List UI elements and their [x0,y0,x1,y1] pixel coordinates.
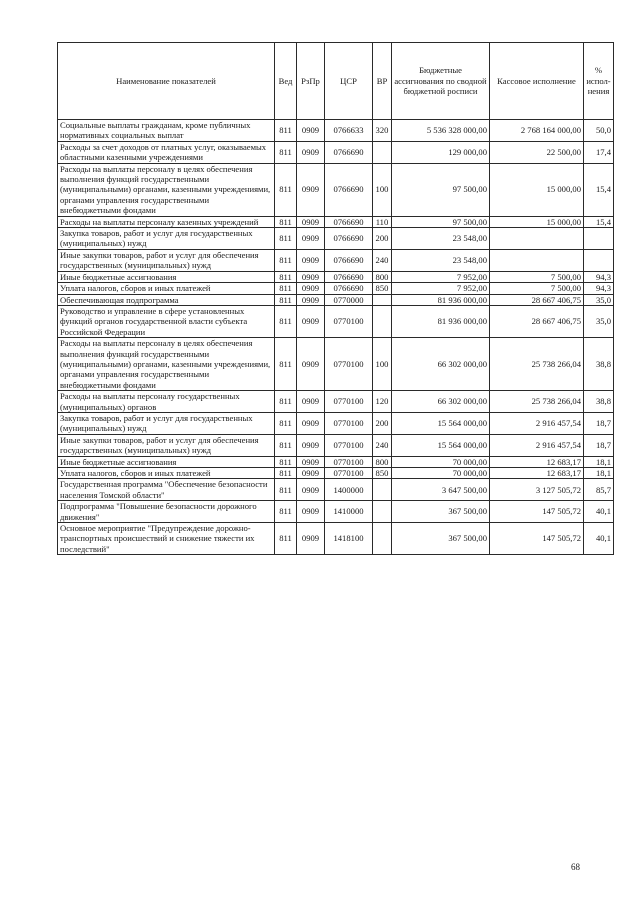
cell-executed: 7 500,00 [490,271,584,282]
cell-vr [373,305,392,337]
cell-vr: 200 [373,412,392,434]
header-assigned: Бюджетные ассигнования по сводной бюджетной росписи [392,43,490,120]
table-row [58,434,614,456]
cell-percent: 38,8 [584,391,614,413]
cell-assigned: 97 500,00 [392,216,490,227]
table-row [58,305,614,337]
cell-assigned: 81 936 000,00 [392,294,490,305]
header-row [58,43,614,120]
header-rzpr: РзПр [297,43,325,120]
cell-csr: 0770000 [325,294,373,305]
cell-executed: 2 916 457,54 [490,412,584,434]
cell-name: Иные закупки товаров, работ и услуг для обеспечения государственных (муниципальных) нужд [58,434,275,456]
table-row [58,456,614,467]
table-row [58,163,614,216]
cell-name: Иные бюджетные ассигнования [58,456,275,467]
table-body [58,120,614,555]
table-row [58,412,614,434]
cell-csr: 1418100 [325,523,373,555]
cell-rzpr: 0909 [297,468,325,479]
cell-vr [373,479,392,501]
cell-name: Расходы на выплаты персоналу в целях обеспечения выполнения функций государственными (муниципальными) органами, казенными учреждениями, органами управления государственными внебюджетными фондами [58,338,275,391]
cell-percent: 15,4 [584,216,614,227]
cell-vr: 120 [373,391,392,413]
cell-percent: 18,1 [584,468,614,479]
cell-vr: 320 [373,120,392,142]
cell-name: Иные закупки товаров, работ и услуг для обеспечения государственных (муниципальных) нужд [58,249,275,271]
cell-ved: 811 [275,479,297,501]
cell-name: Расходы за счет доходов от платных услуг, оказываемых областными казенными учреждениями [58,141,275,163]
cell-ved: 811 [275,141,297,163]
cell-percent: 18,7 [584,434,614,456]
cell-ved: 811 [275,283,297,294]
cell-vr: 850 [373,468,392,479]
cell-vr: 200 [373,228,392,250]
cell-csr: 0766690 [325,283,373,294]
cell-executed: 25 738 266,04 [490,338,584,391]
cell-assigned: 7 952,00 [392,271,490,282]
cell-percent: 38,8 [584,338,614,391]
cell-percent: 35,0 [584,294,614,305]
cell-name: Социальные выплаты гражданам, кроме публичных нормативных социальных выплат [58,120,275,142]
cell-vr [373,523,392,555]
cell-vr: 240 [373,249,392,271]
cell-name: Расходы на выплаты персоналу государственных (муниципальных) органов [58,391,275,413]
table-row [58,120,614,142]
table-row [58,501,614,523]
cell-executed: 7 500,00 [490,283,584,294]
cell-executed: 2 768 164 000,00 [490,120,584,142]
cell-assigned: 23 548,00 [392,249,490,271]
cell-vr: 800 [373,456,392,467]
cell-executed: 12 683,17 [490,468,584,479]
cell-percent: 94,3 [584,271,614,282]
cell-percent: 40,1 [584,501,614,523]
cell-assigned: 15 564 000,00 [392,434,490,456]
cell-ved: 811 [275,456,297,467]
cell-assigned: 3 647 500,00 [392,479,490,501]
cell-csr: 0766633 [325,120,373,142]
cell-rzpr: 0909 [297,338,325,391]
cell-executed: 28 667 406,75 [490,294,584,305]
cell-executed [490,249,584,271]
table-row [58,294,614,305]
cell-percent: 35,0 [584,305,614,337]
cell-name: Иные бюджетные ассигнования [58,271,275,282]
cell-vr: 800 [373,271,392,282]
cell-csr: 1400000 [325,479,373,501]
cell-ved: 811 [275,391,297,413]
cell-name: Руководство и управление в сфере установленных функций органов государственной власти субъекта Российской Федерации [58,305,275,337]
cell-assigned: 7 952,00 [392,283,490,294]
header-csr: ЦСР [325,43,373,120]
cell-ved: 811 [275,163,297,216]
cell-rzpr: 0909 [297,283,325,294]
cell-percent: 50,0 [584,120,614,142]
cell-csr: 0770100 [325,305,373,337]
cell-rzpr: 0909 [297,305,325,337]
cell-rzpr: 0909 [297,412,325,434]
table-row [58,391,614,413]
table-row [58,249,614,271]
cell-assigned: 5 536 328 000,00 [392,120,490,142]
cell-ved: 811 [275,434,297,456]
cell-name: Уплата налогов, сборов и иных платежей [58,468,275,479]
cell-rzpr: 0909 [297,271,325,282]
table-row [58,523,614,555]
cell-csr: 0770100 [325,468,373,479]
table-row [58,479,614,501]
cell-ved: 811 [275,120,297,142]
cell-assigned: 70 000,00 [392,456,490,467]
cell-rzpr: 0909 [297,479,325,501]
cell-percent: 18,7 [584,412,614,434]
cell-vr: 850 [373,283,392,294]
cell-ved: 811 [275,338,297,391]
cell-rzpr: 0909 [297,501,325,523]
cell-csr: 0770100 [325,391,373,413]
cell-ved: 811 [275,305,297,337]
cell-vr [373,141,392,163]
cell-csr: 0766690 [325,216,373,227]
cell-csr: 0770100 [325,412,373,434]
cell-executed: 25 738 266,04 [490,391,584,413]
cell-percent [584,228,614,250]
cell-ved: 811 [275,249,297,271]
cell-csr: 1410000 [325,501,373,523]
cell-assigned: 66 302 000,00 [392,391,490,413]
cell-vr [373,501,392,523]
cell-rzpr: 0909 [297,523,325,555]
header-vr: ВР [373,43,392,120]
cell-percent: 40,1 [584,523,614,555]
cell-executed: 147 505,72 [490,523,584,555]
cell-rzpr: 0909 [297,228,325,250]
cell-percent: 15,4 [584,163,614,216]
cell-name: Закупка товаров, работ и услуг для государственных (муниципальных) нужд [58,228,275,250]
cell-vr: 240 [373,434,392,456]
cell-csr: 0770100 [325,434,373,456]
cell-rzpr: 0909 [297,216,325,227]
cell-csr: 0770100 [325,456,373,467]
cell-executed: 15 000,00 [490,216,584,227]
cell-executed: 3 127 505,72 [490,479,584,501]
cell-executed: 15 000,00 [490,163,584,216]
cell-csr: 0766690 [325,141,373,163]
cell-ved: 811 [275,523,297,555]
cell-vr: 110 [373,216,392,227]
table-row [58,283,614,294]
table-row [58,468,614,479]
cell-assigned: 81 936 000,00 [392,305,490,337]
cell-assigned: 367 500,00 [392,523,490,555]
cell-vr: 100 [373,338,392,391]
cell-ved: 811 [275,228,297,250]
cell-ved: 811 [275,216,297,227]
cell-assigned: 15 564 000,00 [392,412,490,434]
cell-rzpr: 0909 [297,163,325,216]
cell-executed: 2 916 457,54 [490,434,584,456]
cell-assigned: 367 500,00 [392,501,490,523]
cell-name: Расходы на выплаты персоналу в целях обеспечения выполнения функций государственными (муниципальными) органами, казенными учреждениями, органами управления государственными внебюджетными фондами [58,163,275,216]
cell-rzpr: 0909 [297,434,325,456]
cell-ved: 811 [275,501,297,523]
cell-rzpr: 0909 [297,391,325,413]
table-row [58,338,614,391]
cell-vr [373,294,392,305]
cell-executed: 147 505,72 [490,501,584,523]
cell-percent: 94,3 [584,283,614,294]
cell-vr: 100 [373,163,392,216]
cell-percent [584,249,614,271]
header-percent: % испол-нения [584,43,614,120]
cell-csr: 0770100 [325,338,373,391]
cell-executed: 12 683,17 [490,456,584,467]
cell-name: Основное мероприятие "Предупреждение дорожно-транспортных происшествий и снижение тяжести их последствий" [58,523,275,555]
cell-rzpr: 0909 [297,249,325,271]
cell-executed: 28 667 406,75 [490,305,584,337]
cell-assigned: 70 000,00 [392,468,490,479]
cell-executed: 22 500,00 [490,141,584,163]
cell-name: Уплата налогов, сборов и иных платежей [58,283,275,294]
budget-table [57,42,614,555]
cell-rzpr: 0909 [297,141,325,163]
cell-csr: 0766690 [325,271,373,282]
cell-percent: 18,1 [584,456,614,467]
header-executed: Кассовое исполнение [490,43,584,120]
cell-name: Подпрограмма "Повышение безопасности дорожного движения" [58,501,275,523]
cell-ved: 811 [275,468,297,479]
cell-rzpr: 0909 [297,456,325,467]
cell-rzpr: 0909 [297,294,325,305]
cell-assigned: 97 500,00 [392,163,490,216]
header-ved: Вед [275,43,297,120]
cell-name: Государственная программа "Обеспечение безопасности населения Томской области" [58,479,275,501]
cell-rzpr: 0909 [297,120,325,142]
cell-name: Обеспечивающая подпрограмма [58,294,275,305]
cell-name: Закупка товаров, работ и услуг для государственных (муниципальных) нужд [58,412,275,434]
cell-ved: 811 [275,271,297,282]
cell-percent: 85,7 [584,479,614,501]
cell-assigned: 23 548,00 [392,228,490,250]
table-row [58,141,614,163]
cell-percent: 17,4 [584,141,614,163]
page-number: 68 [571,862,580,872]
cell-ved: 811 [275,412,297,434]
cell-csr: 0766690 [325,163,373,216]
cell-executed [490,228,584,250]
cell-csr: 0766690 [325,228,373,250]
cell-ved: 811 [275,294,297,305]
cell-name: Расходы на выплаты персоналу казенных учреждений [58,216,275,227]
table-row [58,271,614,282]
table-row [58,228,614,250]
table-row [58,216,614,227]
cell-assigned: 129 000,00 [392,141,490,163]
budget-sheet [57,42,613,555]
cell-assigned: 66 302 000,00 [392,338,490,391]
header-name: Наименование показателей [58,43,275,120]
cell-csr: 0766690 [325,249,373,271]
